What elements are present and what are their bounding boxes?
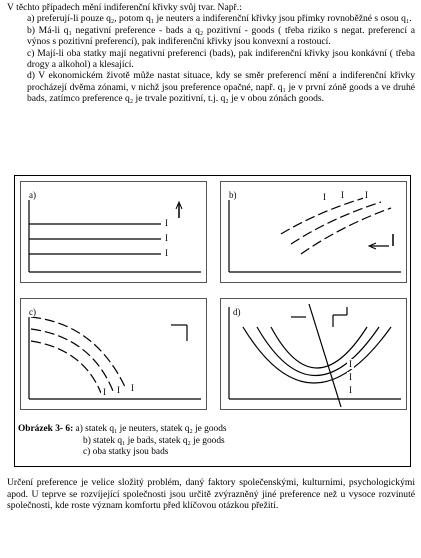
panel-c <box>20 298 207 410</box>
caption-title: Obrázek 3- 6: <box>18 424 74 434</box>
caption-c: c) oba statky jsou bads <box>83 447 169 457</box>
panel-b-graph <box>221 182 406 282</box>
panel-b-curve-label-2: I <box>341 190 344 200</box>
panel-b-curve-label-3: I <box>365 190 368 200</box>
panel-d-graph <box>221 299 406 409</box>
item-a: a) preferují-li pouze q₂, potom q₁ je neuters a indiferenční křivky jsou přímky rovnoběžné s osou q₁. <box>27 13 412 25</box>
panel-d <box>220 298 407 410</box>
caption-b: b) statek q₁ je bads, statek q₂ je goods <box>83 435 225 446</box>
panel-a-curve-label-1: I <box>165 218 168 228</box>
intro-lead: V těchto případech mění indiferenční křivky svůj tvar. Např.: <box>7 2 242 13</box>
panel-d-curve-label-2: I <box>349 372 352 382</box>
panel-c-label: c) <box>29 307 36 317</box>
panel-d-label: d) <box>233 307 241 317</box>
panel-c-graph <box>21 299 206 409</box>
panel-d-curve-label-1: I <box>349 359 352 369</box>
panel-a-curve-label-3: I <box>165 248 168 258</box>
panel-c-curve-label-2: I <box>117 385 120 395</box>
panel-a-curve-label-2: I <box>165 233 168 243</box>
item-b: b) Má-li q₁ negativní preference - bads a q₂ pozitivní - goods ( třeba riziko s negat. preferencí a výnos s pozitivní preferencí), pak indiferenční křivky jsou konvexní a rostoucí. <box>27 24 415 48</box>
panel-d-curve-label-3: I <box>349 385 352 395</box>
panel-b-label: b) <box>229 190 237 200</box>
bottom-paragraph: Určení preference je velice složitý problém, daný faktory společenskými, kulturními, psychologickými apod. U teprve se rozvíjející společnosti jsou určitě zvýrazněný jiné preference než u vysoce rozvinuté společnosti, kde roste význam komfortu před klíčovou otázkou přežití. <box>7 477 415 512</box>
panel-b <box>220 181 407 283</box>
panel-a-graph <box>21 182 206 282</box>
panel-c-curve-label-1: I <box>103 387 106 397</box>
panel-c-curve-label-3: I <box>131 383 134 393</box>
intro-text <box>7 2 415 105</box>
item-d: d) V ekonomickém životě může nastat situace, kdy se směr preferencí mění a indiferenční křivky procházejí dvěma zónami, v nichž jsou preference opačné, např. q₁ je v první zóně goods a ve druhé bads, zatímco preference q₂ je trvale pozitivní, t.j. q₂ je v obou zónách goods. <box>27 70 415 105</box>
panel-a <box>20 181 207 283</box>
item-c: c) Mají-li oba statky mají negativní preferenci (bads), pak indiferenční křivky jsou konkávní ( třeba drogy a alkohol) a klesající. <box>27 47 415 71</box>
figure-caption <box>18 424 408 459</box>
panel-a-label: a) <box>29 190 36 200</box>
figure-indifference-curves <box>14 175 411 467</box>
caption-a: a) statek q₁ je neuters, statek q₂ je goods <box>75 424 227 434</box>
panel-b-curve-label-1: I <box>323 192 326 202</box>
